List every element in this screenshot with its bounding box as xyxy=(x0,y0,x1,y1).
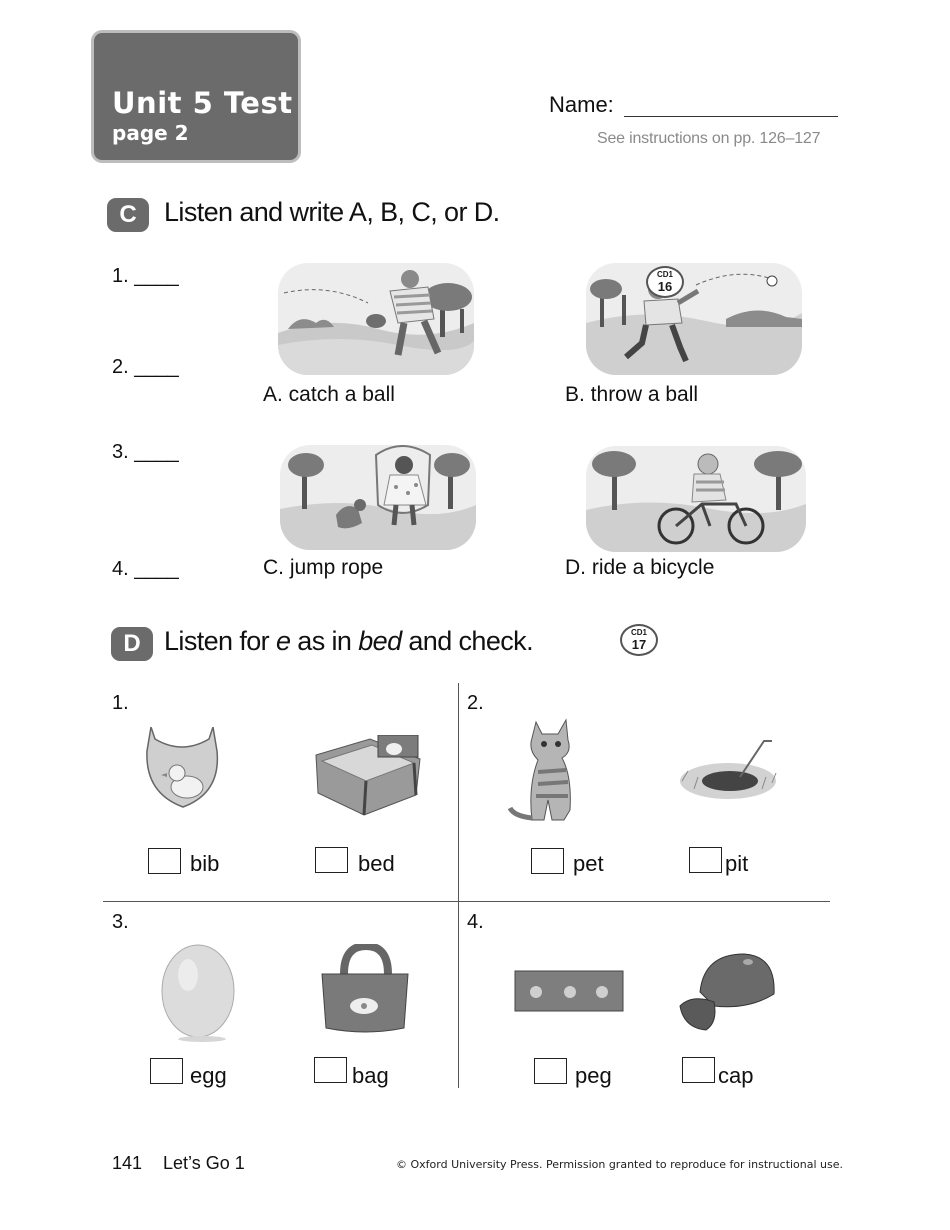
section-c-badge: C xyxy=(107,198,149,232)
pet-checkbox[interactable] xyxy=(531,848,564,874)
bed-icon xyxy=(312,735,424,822)
bib-checkbox[interactable] xyxy=(148,848,181,874)
bag-icon xyxy=(316,944,414,1041)
item-4-number: 4. xyxy=(467,911,484,933)
pet-word: pet xyxy=(573,851,604,876)
bib-icon xyxy=(143,727,221,816)
cat-icon xyxy=(508,716,590,829)
item-3-number: 3. xyxy=(112,911,129,933)
bed-checkbox[interactable] xyxy=(315,847,348,873)
pit-checkbox[interactable] xyxy=(689,847,722,873)
page-number: 141 xyxy=(112,1153,143,1173)
cd-track-badge xyxy=(620,624,658,656)
pit-word: pit xyxy=(725,851,749,876)
answer-line-1[interactable]: 1. ____ xyxy=(112,265,179,287)
item-2-number: 2. xyxy=(467,692,484,714)
section-d-title-part: Listen for xyxy=(164,626,276,656)
cd-track-number: 17 xyxy=(631,637,647,652)
peg-rack-icon xyxy=(514,970,624,1017)
bib-word: bib xyxy=(190,851,220,876)
answer-line-2[interactable]: 2. ____ xyxy=(112,356,179,378)
section-d-title-part: and check. xyxy=(401,626,533,656)
bag-word: bag xyxy=(352,1063,389,1088)
unit-title: Unit 5 Test xyxy=(112,86,293,120)
pit-icon xyxy=(678,737,780,812)
section-d-title-letter: e xyxy=(275,626,291,656)
jump-rope-picture xyxy=(280,445,476,550)
option-b-caption: B. throw a ball xyxy=(565,383,699,406)
throw-ball-picture xyxy=(586,263,802,375)
name-field[interactable] xyxy=(624,116,838,117)
name-label: Name: xyxy=(549,92,614,117)
bicycle-picture xyxy=(586,446,806,552)
copyright-notice: © Oxford University Press. Permission granted to reproduce for instructional use. xyxy=(396,1158,844,1171)
grid-divider-vertical xyxy=(458,683,459,1088)
option-d-caption: D. ride a bicycle xyxy=(565,556,715,579)
item-1-number: 1. xyxy=(112,692,129,714)
peg-checkbox[interactable] xyxy=(534,1058,567,1084)
bag-checkbox[interactable] xyxy=(314,1057,347,1083)
cap-icon xyxy=(678,950,778,1039)
cap-checkbox[interactable] xyxy=(682,1057,715,1083)
bed-word: bed xyxy=(358,851,395,876)
egg-word: egg xyxy=(190,1063,227,1088)
cd-track-number: 16 xyxy=(657,279,673,294)
cd-label: CD1 xyxy=(656,270,673,279)
section-c-title: Listen and write A, B, C, or D. xyxy=(164,197,500,227)
option-c-caption: C. jump rope xyxy=(263,556,384,579)
book-title: Let’s Go 1 xyxy=(163,1153,245,1173)
section-d-title-part: as in xyxy=(290,626,359,656)
section-d-title xyxy=(164,626,533,657)
peg-word: peg xyxy=(575,1063,612,1088)
section-d-title-word: bed xyxy=(358,626,402,656)
section-d-badge: D xyxy=(111,627,153,661)
egg-checkbox[interactable] xyxy=(150,1058,183,1084)
egg-icon xyxy=(158,943,238,1048)
catch-ball-picture xyxy=(278,263,474,375)
option-a-caption: A. catch a ball xyxy=(263,383,395,406)
answer-line-3[interactable]: 3. ____ xyxy=(112,441,179,463)
cd-label: CD1 xyxy=(630,628,647,637)
instructions-note: See instructions on pp. 126–127 xyxy=(597,130,821,147)
cap-word: cap xyxy=(718,1063,754,1088)
cd-track-badge xyxy=(646,266,684,298)
unit-page-label: page 2 xyxy=(112,121,189,145)
answer-line-4[interactable]: 4. ____ xyxy=(112,558,179,580)
grid-divider-horizontal xyxy=(103,901,830,902)
